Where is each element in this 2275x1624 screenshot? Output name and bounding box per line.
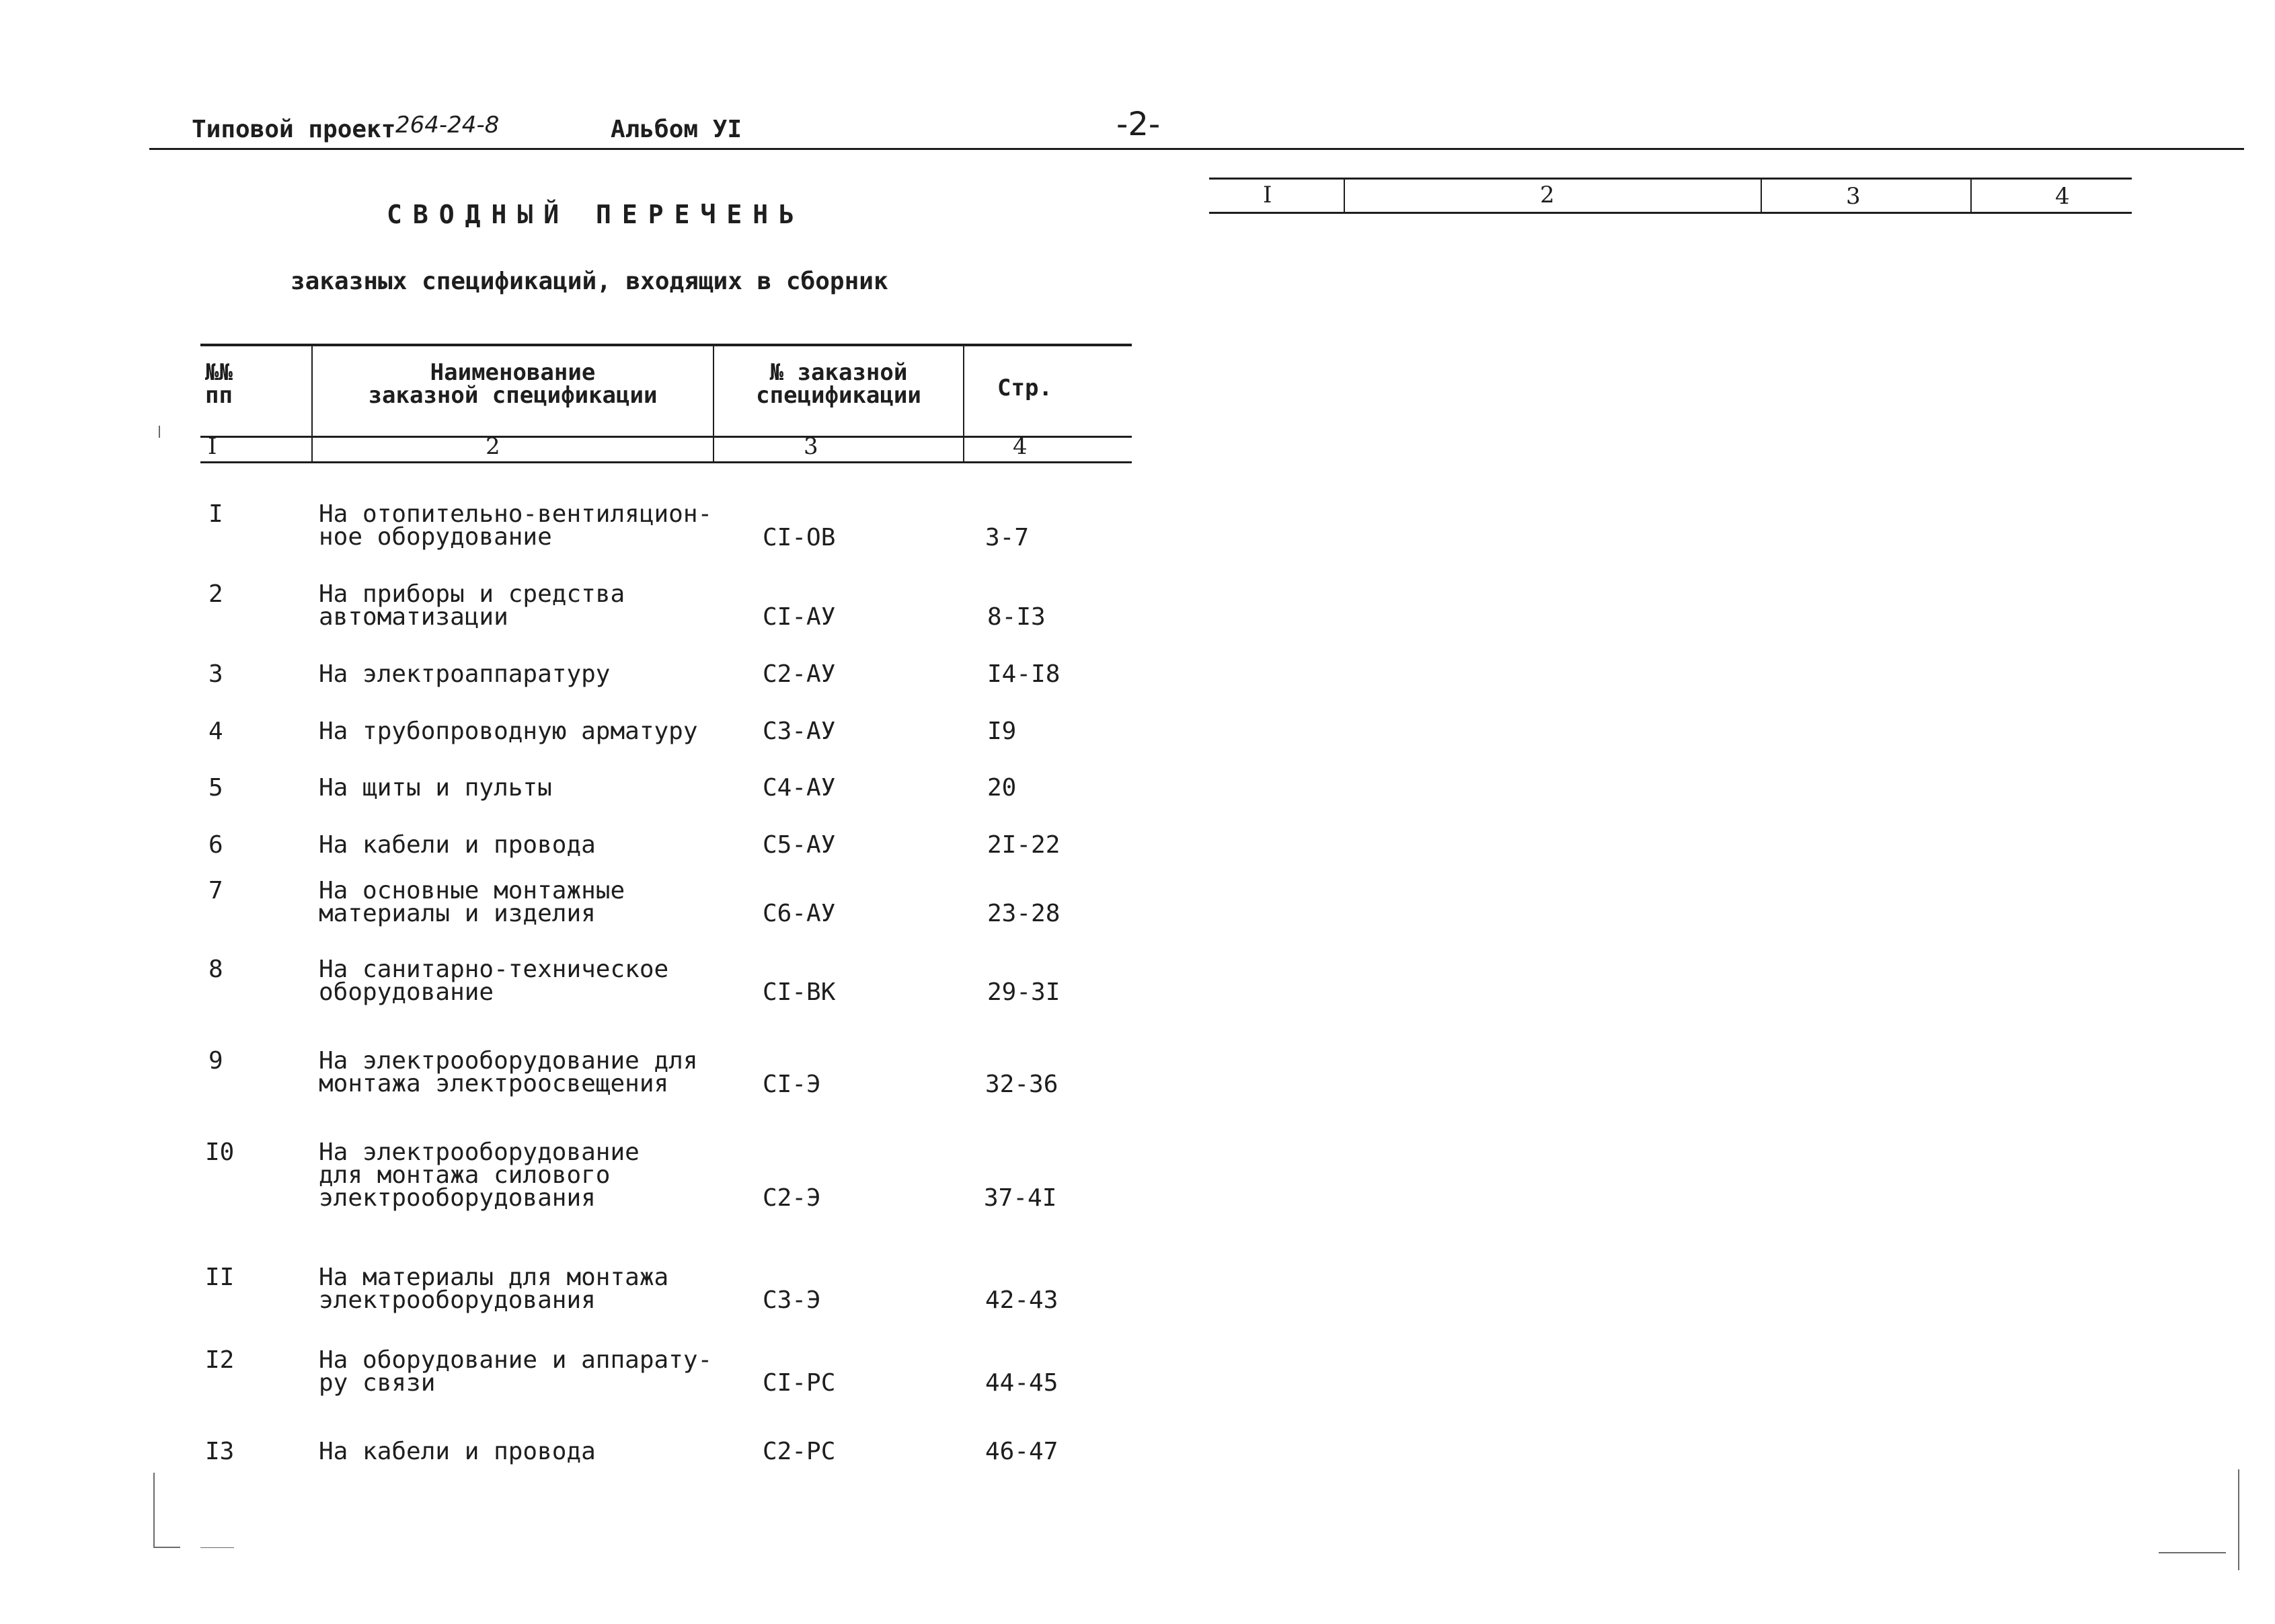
right-col-num-3: 3	[1846, 183, 1861, 210]
row-name: На электрооборудование для монтажа электроосвещения	[319, 1047, 698, 1097]
row-pages: 29-3I	[987, 978, 1061, 1006]
row-code: CI-АУ	[763, 603, 836, 631]
row-number: 9	[208, 1047, 223, 1075]
row-code: C3-Э	[763, 1286, 821, 1314]
row-code: C2-PC	[763, 1438, 836, 1465]
row-name: На основные монтажные материалы и изделия	[319, 877, 625, 927]
row-pages: I9	[987, 718, 1017, 745]
row-number: I3	[205, 1438, 235, 1465]
row-name: На электроаппаратуру	[319, 660, 611, 688]
row-number: I	[208, 500, 223, 528]
header-number: №№ пп	[205, 359, 233, 409]
row-pages: 20	[987, 774, 1017, 802]
row-pages: 42-43	[985, 1286, 1058, 1314]
row-number: 3	[208, 660, 223, 688]
row-pages: 23-28	[987, 900, 1061, 927]
col-num-2: 2	[486, 433, 500, 460]
page-number: -2-	[1116, 106, 1161, 143]
crop-mark-bottom-left	[153, 1473, 155, 1547]
row-code: C2-АУ	[763, 660, 836, 688]
row-code: C2-Э	[763, 1184, 821, 1212]
project-number: 264-24-8	[395, 112, 500, 139]
header-name: Наименование заказной спецификации	[368, 359, 658, 409]
right-col-num-4: 4	[2055, 183, 2070, 210]
row-code: CI-Э	[763, 1071, 821, 1098]
row-number: I0	[205, 1138, 235, 1166]
crop-mark-bottom-left	[153, 1547, 180, 1548]
document-subtitle: заказных спецификаций, входящих в сборник	[291, 268, 888, 295]
row-number: 2	[208, 580, 223, 608]
row-pages: 2I-22	[987, 831, 1061, 859]
row-pages: 8-I3	[987, 603, 1046, 631]
col-num-1: I	[208, 433, 217, 460]
row-pages: I4-I8	[987, 660, 1061, 688]
header-rule	[149, 148, 2244, 150]
row-code: CI-PC	[763, 1369, 836, 1397]
row-code: C4-АУ	[763, 774, 836, 802]
project-label: Типовой проект	[192, 116, 396, 143]
row-number: 5	[208, 774, 223, 802]
right-col-num-2: 2	[1540, 182, 1555, 208]
row-pages: 44-45	[985, 1369, 1058, 1397]
row-name: На материалы для монтажа электрооборудования	[319, 1264, 669, 1314]
col-num-3: 3	[804, 433, 818, 460]
row-name: На щиты и пульты	[319, 774, 552, 802]
row-name: На приборы и средства автоматизации	[319, 580, 625, 631]
col-num-4: 4	[1013, 433, 1028, 460]
row-number: 6	[208, 831, 223, 859]
row-number: II	[205, 1264, 235, 1291]
row-pages: 3-7	[985, 524, 1030, 551]
row-number: I2	[205, 1346, 235, 1374]
header-spec-number: № заказной спецификации	[756, 359, 921, 409]
row-pages: 46-47	[985, 1438, 1058, 1465]
row-code: C3-АУ	[763, 718, 836, 745]
row-name: На кабели и провода	[319, 831, 596, 859]
row-number: 8	[208, 956, 223, 983]
scan-mark	[159, 426, 160, 438]
row-code: C6-АУ	[763, 900, 836, 927]
row-number: 7	[208, 877, 223, 904]
row-pages: 32-36	[985, 1071, 1058, 1098]
row-code: CI-OB	[763, 524, 836, 551]
row-name: На трубопроводную арматуру	[319, 718, 698, 745]
row-name: На электрооборудование для монтажа силового электрооборудования	[319, 1138, 640, 1212]
row-code: C5-АУ	[763, 831, 836, 859]
crop-mark-bottom-right	[2159, 1552, 2226, 1553]
scan-mark	[200, 1547, 234, 1548]
row-name: На отопительно-вентиляцион- ное оборудование	[319, 500, 713, 551]
row-code: CI-BK	[763, 978, 836, 1006]
row-name: На оборудование и аппарату- ру связи	[319, 1346, 713, 1397]
row-number: 4	[208, 718, 223, 745]
right-col-num-1: I	[1263, 182, 1272, 208]
header-page: Стр.	[997, 375, 1052, 401]
row-pages: 37-4I	[984, 1184, 1057, 1212]
document-title: СВОДНЫЙ ПЕРЕЧЕНЬ	[387, 200, 806, 229]
row-name: На кабели и провода	[319, 1438, 596, 1465]
album-label: Альбом УI	[611, 116, 742, 143]
crop-mark-bottom-right	[2238, 1469, 2239, 1570]
row-name: На санитарно-техническое оборудование	[319, 956, 669, 1006]
